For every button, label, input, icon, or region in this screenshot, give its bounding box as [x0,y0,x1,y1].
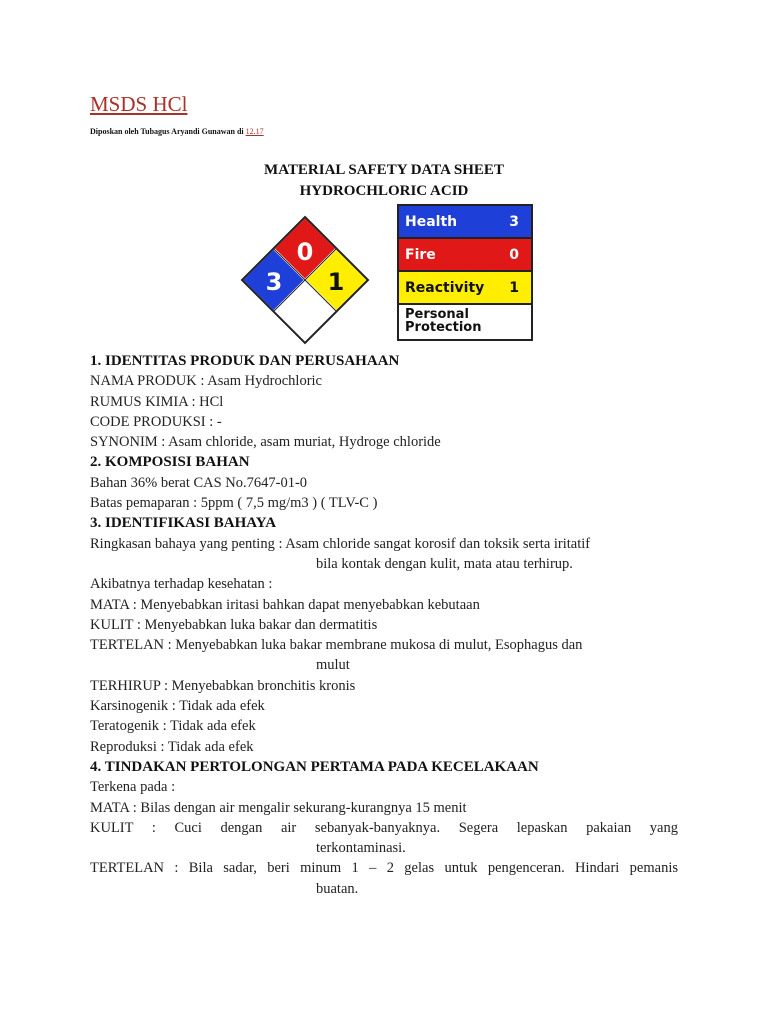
post-title[interactable]: MSDS HCl [90,92,188,116]
section-3-heading: 3. IDENTIFIKASI BAHAYA [90,515,277,532]
exposure-limit: Batas pemaparan : 5ppm ( 7,5 mg/m3 ) ( TLV-C ) [90,495,378,512]
section-1-heading: 1. IDENTITAS PRODUK DAN PERUSAHAAN [90,353,400,369]
carcinogenic: Karsinogenik : Tidak ada efek [90,698,265,715]
effect-eye: MATA : Menyebabkan iritasi bahkan dapat menyebabkan kebutaan [90,596,480,613]
health-value: 3 [509,213,519,230]
product-code: CODE PRODUKSI : - [90,413,222,430]
section-2-heading: 2. KOMPOSISI BAHAN [90,454,250,471]
first-aid-ingestion: TERTELAN : Bila sadar, beri minum 1 – 2 gelas untuk pengenceran. Hindari pemanis [90,860,678,877]
hazard-row-personal-protection [399,305,531,339]
ppe-label-line2: Protection [405,320,482,335]
msds-content [90,351,678,899]
exposure-label: Terkena pada : [90,779,176,796]
first-aid-skin: KULIT : Cuci dengan air sebanyak-banyaknya. Segera lepaskan pakaian yang [90,819,678,836]
first-aid-eye: MATA : Bilas dengan air mengalir sekurang-kurangnya 15 menit [90,799,467,816]
byline-text: Diposkan oleh Tubagus Aryandi Gunawan di [90,127,244,136]
nfpa-diamond-graphic [240,215,370,345]
effect-inhalation: TERHIRUP : Menyebabkan bronchitis kronis [90,677,356,694]
hazard-summary: Ringkasan bahaya yang penting : Asam chloride sangat korosif dan toksik serta iritatif [90,535,591,552]
section-4-heading: 4. TINDAKAN PERTOLONGAN PERTAMA PADA KECELAKAAN [90,758,539,775]
hazard-row-fire [399,239,531,272]
health-effects-label: Akibatnya terhadap kesehatan : [90,576,273,593]
nfpa-flammability-value: 0 [296,238,314,266]
effect-skin: KULIT : Menyebabkan luka bakar dan dermatitis [90,616,378,633]
nfpa-diamond [240,215,370,345]
first-aid-ingestion-cont: buatan. [316,880,359,897]
ppe-label-line1: Personal [405,307,469,322]
hazard-rating-table [397,204,533,341]
health-label: Health [405,213,458,230]
fire-label: Fire [405,246,436,263]
composition: Bahan 36% berat CAS No.7647-01-0 [90,474,308,491]
hazard-summary-cont: bila kontak dengan kulit, mata atau terhirup. [316,555,573,572]
synonyms: SYNONIM : Asam chloride, asam muriat, Hydroge chloride [90,434,441,451]
hazard-row-reactivity [399,272,531,305]
reactivity-label: Reactivity [405,279,485,296]
reactivity-value: 1 [509,279,519,296]
nfpa-reactivity-value: 1 [327,268,345,296]
fire-value: 0 [509,246,519,263]
byline [90,127,264,136]
post-time-link[interactable]: 12.17 [245,127,264,136]
product-name: NAMA PRODUK : Asam Hydrochloric [90,373,322,390]
document-title [90,160,678,202]
teratogenic: Teratogenik : Tidak ada efek [90,718,256,735]
document-title-line1: MATERIAL SAFETY DATA SHEET [264,162,504,178]
effect-ingestion-cont: mulut [316,657,350,674]
chemical-formula: RUMUS KIMIA : HCl [90,393,224,410]
nfpa-health-value: 3 [265,268,283,296]
effect-ingestion: TERTELAN : Menyebabkan luka bakar membrane mukosa di mulut, Esophagus dan [90,637,583,654]
document-title-line2: HYDROCHLORIC ACID [299,183,469,199]
hazard-row-health [399,206,531,239]
first-aid-skin-cont: terkontaminasi. [316,840,406,857]
reproductive: Reproduksi : Tidak ada efek [90,738,254,755]
